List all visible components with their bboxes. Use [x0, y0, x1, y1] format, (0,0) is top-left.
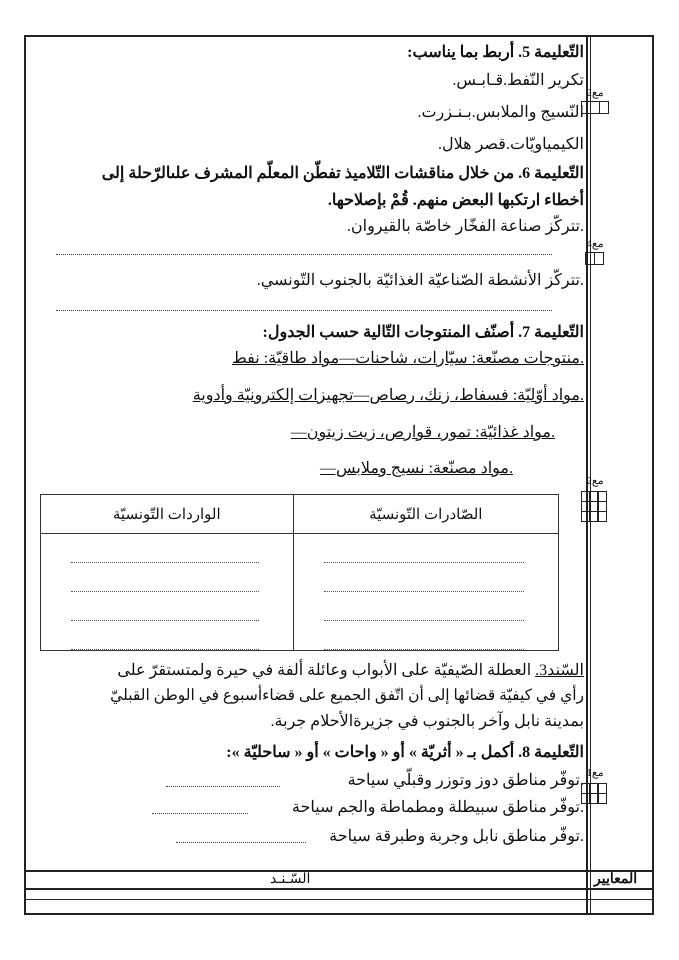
product-line: .مواد غذائيّة: تمور، قوارص، زيت زيتون—: [290, 424, 555, 441]
score-boxes[interactable]: [582, 101, 609, 114]
instruction5-line: تكرير النّفط.قـابـس.: [452, 72, 584, 89]
exports-header: الصّادرات التّونسيّة: [293, 495, 558, 534]
product-line: .مواد أوّليّة: فسفاط، زنك، رصاص—تجهيزات إلكترونيّة وأدوية: [192, 387, 584, 404]
answer-line[interactable]: [324, 592, 524, 621]
instruction8-title: التّعليمة 8. أكمل بـ « أثريّة » أو « واحات » أو « ساحليّة »:: [226, 744, 584, 761]
instruction5-line: الكيمياويّات.قصر هلال.: [437, 136, 584, 153]
score-boxes[interactable]: [586, 252, 604, 265]
product-line: .مواد مصنّعة: نسيج وملابس—: [320, 460, 513, 477]
document3-line: السّند3. العطلة الصّيفيّة على الأبواب وعائلة ألفة في حيرة ولمتستقرّ على: [117, 662, 584, 679]
answer-line[interactable]: [71, 592, 259, 621]
score-grid[interactable]: [583, 784, 607, 804]
answer-line[interactable]: [176, 842, 306, 843]
criterion-3: مع2: [575, 474, 615, 522]
answer-line[interactable]: [324, 563, 524, 592]
score-grid[interactable]: [583, 492, 607, 522]
answer-line[interactable]: [71, 621, 259, 650]
document3-line: بمدينة نابل وآخر بالجنوب في جزيرةالأحلام جربة.: [270, 713, 584, 730]
product-line: .منتوجات مصنّعة: سيّارات، شاحنات—مواد طاقيّة: نفط: [231, 350, 584, 367]
criterion-2: مع4: [575, 237, 615, 269]
footer-rule: [26, 888, 652, 890]
imports-cell[interactable]: [41, 534, 294, 651]
answer-line[interactable]: [324, 534, 524, 563]
instruction8-line: .توفّر مناطق دوز وتوزر وقبلّي سياحة: [347, 772, 584, 789]
instruction6-title: أخطاء ارتكبها البعض منهم. قُمْ بإصلاحها.: [327, 192, 584, 209]
answer-line[interactable]: [166, 786, 280, 787]
criteria-header: المعايير: [594, 872, 638, 887]
instruction6-item: .تتركّز الأنشطة الصّناعيّة الغذائيّة بالجنوب التّونسي.: [256, 272, 584, 289]
footer-rule: [26, 899, 652, 900]
answer-line[interactable]: [56, 254, 552, 255]
criterion-4: مع1: [575, 766, 615, 804]
instruction7-title: التّعليمة 7. أصنّف المنتوجات التّالية حسب الجدول:: [262, 324, 584, 341]
footer-rule: [26, 870, 652, 872]
instruction5-line: النّسيج والملابس.بـنـزرت.: [417, 104, 584, 121]
instruction8-line: .توفّر مناطق نابل وجربة وطبرقة سياحة: [329, 828, 584, 845]
criterion-1: مع2: [575, 86, 615, 118]
answer-line[interactable]: [152, 813, 248, 814]
answer-line[interactable]: [56, 310, 552, 311]
answer-line[interactable]: [71, 534, 259, 563]
products-table: [40, 494, 559, 651]
instruction5-title: التّعليمة 5. أربط بما يناسب:: [407, 44, 584, 61]
imports-header: الواردات التّونسيّة: [41, 495, 294, 534]
answer-line[interactable]: [71, 563, 259, 592]
exports-cell[interactable]: [293, 534, 558, 651]
instruction6-title: التّعليمة 6. من خلال مناقشات التّلاميذ تفطّن المعلّم المشرف علىالرّحلة إلى: [101, 165, 584, 182]
document3-line: رأي في كيفيّة قضائها إلى أن اتّفق الجميع على قضاءأسبوع في الوطن القبليّ: [110, 687, 584, 704]
document3-label: السّند3.: [535, 662, 584, 679]
document-header: السّـنـد: [270, 872, 311, 887]
instruction6-item: .تتركّز صناعة الفخّار خاصّة بالقيروان.: [346, 218, 584, 235]
answer-line[interactable]: [324, 621, 524, 650]
instruction8-line: .توفّر مناطق سبيطلة ومطماطة والجم سياحة: [291, 799, 584, 816]
